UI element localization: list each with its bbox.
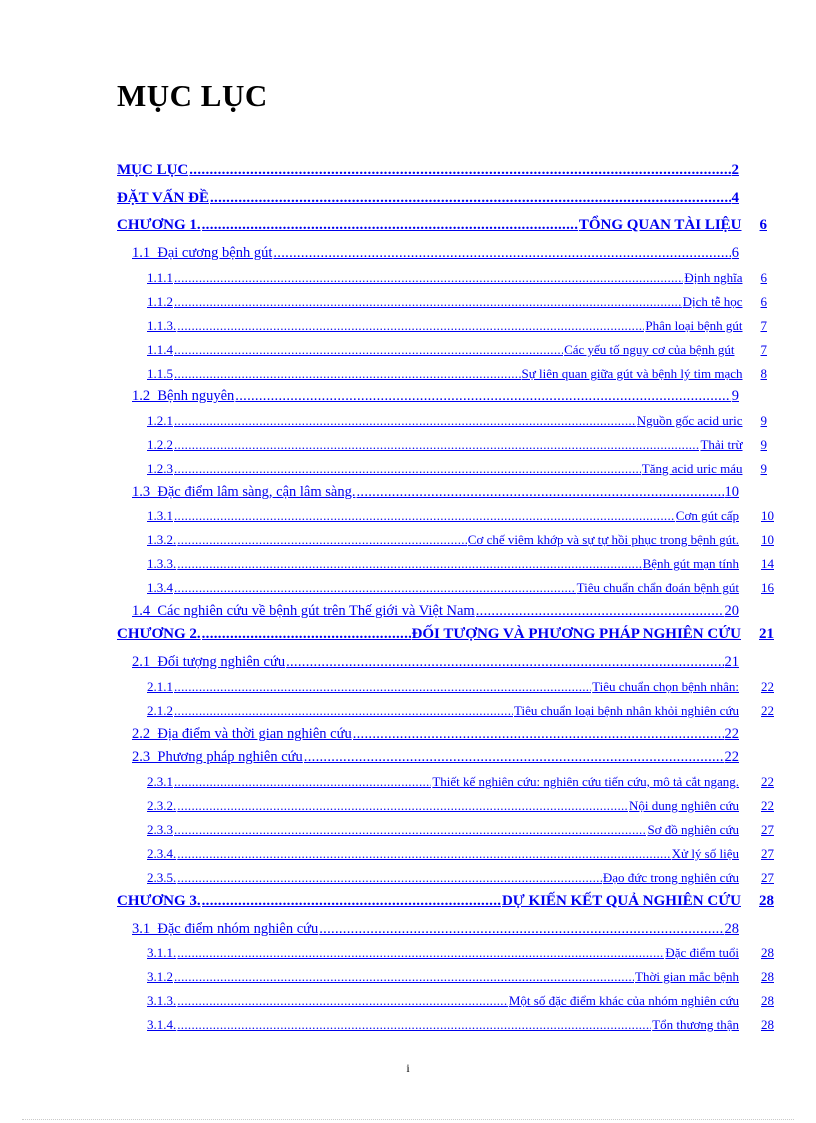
toc-entry-number: 3.1.3. <box>147 993 177 1008</box>
toc-entry-page: 9 <box>760 437 767 452</box>
toc-entry-page: 9 <box>731 388 739 404</box>
toc-entry-label: DỰ KIẾN KẾT QUẢ NGHIÊN CỨU <box>501 893 741 909</box>
toc-entry-number: 2.3.1 <box>147 774 173 789</box>
toc-entry-page: 21 <box>759 626 774 642</box>
toc-entry-label: Đạo đức trong nghiên cứu <box>602 870 739 885</box>
toc-entry-page: 22 <box>724 726 739 742</box>
toc-entry[interactable] <box>147 294 767 310</box>
toc-entry-title: 1.2 Bệnh nguyên <box>132 388 235 404</box>
toc-entry[interactable] <box>117 190 739 207</box>
toc-entry-label: Thải trừ <box>700 437 743 452</box>
toc-entry-page: 27 <box>761 846 774 861</box>
toc-entry[interactable] <box>132 654 739 671</box>
toc-entry-number: 1.3.3. <box>147 556 177 571</box>
toc-entry[interactable] <box>147 366 767 382</box>
toc-entry[interactable] <box>147 798 774 814</box>
toc-entry-page: 2 <box>731 162 739 178</box>
toc-entry-number: 2.1.1 <box>147 679 173 694</box>
toc-entry-title: 3.1 Đặc điểm nhóm nghiên cứu <box>132 921 319 937</box>
toc-entry-page: 28 <box>724 921 739 937</box>
toc-entry-number: 2.3.4. <box>147 846 177 861</box>
toc-entry[interactable] <box>132 921 739 938</box>
toc-entry-number: 1.1.2 <box>147 294 173 309</box>
toc-entry-number: 1.1.1 <box>147 270 173 285</box>
toc-entry-number: 3.1.2 <box>147 969 173 984</box>
toc-entry-number: 1.3.2. <box>147 532 177 547</box>
toc-entry-number: 1.3.4 <box>147 580 173 595</box>
toc-entry[interactable] <box>132 245 739 262</box>
toc-entry-label: Phân loại bệnh gút <box>645 318 743 333</box>
toc-entry[interactable] <box>132 726 739 743</box>
toc-entry[interactable] <box>132 388 739 405</box>
toc-entry-page: 6 <box>760 294 767 309</box>
toc-entry-label: Dịch tễ học <box>682 294 743 309</box>
toc-entry[interactable] <box>117 162 739 179</box>
toc-entry-label: Sơ đồ nghiên cứu <box>647 822 739 837</box>
toc-entry[interactable] <box>147 580 774 596</box>
toc-entry[interactable] <box>147 846 774 862</box>
toc-entry-title: 2.2 Địa điểm và thời gian nghiên cứu <box>132 726 352 742</box>
toc-entry[interactable] <box>147 532 774 548</box>
toc-entry-page: 28 <box>761 945 774 960</box>
toc-entry[interactable] <box>147 822 774 838</box>
toc-entry-label: Nội dung nghiên cứu <box>629 798 739 813</box>
toc-entry-label: Tiêu chuẩn chẩn đoán bệnh gút <box>576 580 739 595</box>
toc-entry-page: 16 <box>761 580 774 595</box>
toc-entry-title: MỤC LỤC <box>117 162 189 178</box>
toc-entry-title: 2.3 Phương pháp nghiên cứu <box>132 749 303 765</box>
toc-entry-label: Sự liên quan giữa gút và bệnh lý tim mạch <box>521 366 743 381</box>
toc-entry-number: 1.1.4 <box>147 342 173 357</box>
page-divider <box>22 1119 794 1120</box>
toc-entry-page: 14 <box>761 556 774 571</box>
toc-entry-title: 1.4 Các nghiên cứu về bệnh gút trên Thế giới và Việt Nam <box>132 603 475 619</box>
toc-entry-page: 10 <box>761 532 774 547</box>
toc-entry[interactable] <box>147 270 767 286</box>
toc-entry-label: Cơ chế viêm khớp và sự tự hồi phục trong bệnh gút. <box>467 532 739 547</box>
toc-entry-number: 1.1.5 <box>147 366 173 381</box>
toc-entry[interactable] <box>117 217 767 234</box>
toc-entry-page: 28 <box>761 993 774 1008</box>
toc-entry-page: 4 <box>731 190 739 206</box>
toc-entry-page: 21 <box>724 654 739 670</box>
toc-entry-number: 1.3.1 <box>147 508 173 523</box>
toc-entry-number: 1.2.1 <box>147 413 173 428</box>
toc-entry[interactable] <box>132 484 739 501</box>
toc-entry-number: CHƯƠNG 1. <box>117 217 201 233</box>
toc-entry-label: Cơn gút cấp <box>675 508 739 523</box>
toc-entry[interactable] <box>147 461 767 477</box>
toc-entry-number: CHƯƠNG 3. <box>117 893 201 909</box>
toc-entry[interactable] <box>147 945 774 961</box>
toc-entry-number: 2.1.2 <box>147 703 173 718</box>
toc-entry-label: Một số đặc điểm khác của nhóm nghiên cứu <box>508 993 739 1008</box>
toc-entry-page: 22 <box>724 749 739 765</box>
toc-entry-page: 28 <box>759 893 774 909</box>
page-number: i <box>406 1061 410 1075</box>
toc-entry-label: Thời gian mắc bệnh <box>635 969 739 984</box>
toc-entry-page: 22 <box>761 679 774 694</box>
toc-entry-page: 9 <box>760 461 767 476</box>
toc-entry-label: Nguồn gốc acid uric <box>636 413 743 428</box>
toc-entry-page: 8 <box>760 366 767 381</box>
toc-entry-page: 10 <box>761 508 774 523</box>
toc-entry-page: 6 <box>731 245 739 261</box>
toc-entry-number: 2.3.5. <box>147 870 177 885</box>
toc-entry-label: Các yếu tố nguy cơ của bệnh gút <box>564 342 735 357</box>
toc-entry[interactable] <box>147 437 767 453</box>
toc-entry[interactable] <box>147 413 767 429</box>
toc-entry-page: 7 <box>760 342 767 357</box>
toc-entry-page: 6 <box>759 217 767 233</box>
toc-entry[interactable] <box>147 556 774 572</box>
toc-entry-number: CHƯƠNG 2. <box>117 626 201 642</box>
toc-entry[interactable] <box>147 679 774 695</box>
toc-entry-page: 27 <box>761 822 774 837</box>
toc-entry[interactable] <box>117 893 774 910</box>
toc-entry-label: Thiết kế nghiên cứu: nghiên cứu tiến cứu, mô tả cắt ngang. <box>432 774 739 789</box>
toc-entry[interactable] <box>147 870 774 886</box>
toc-entry-label: Đặc điểm tuổi <box>665 945 739 960</box>
page-title: MỤC LỤC <box>117 78 268 113</box>
toc-entry[interactable] <box>132 603 739 620</box>
toc-entry-title: ĐẶT VẤN ĐỀ <box>117 190 209 206</box>
toc-entry-label: Tiêu chuẩn loại bệnh nhân khỏi nghiên cứu <box>514 703 739 718</box>
toc-entry-page: 27 <box>761 870 774 885</box>
toc-entry-page: 9 <box>760 413 767 428</box>
toc-entry[interactable] <box>132 749 739 766</box>
toc-entry-page: 22 <box>761 798 774 813</box>
toc-entry-label: Bệnh gút mạn tính <box>642 556 739 571</box>
toc-entry[interactable] <box>147 508 774 524</box>
toc-entry-page: 22 <box>761 774 774 789</box>
toc-entry-title: 1.3 Đặc điểm lâm sàng, cận lâm sàng. <box>132 484 356 500</box>
toc-entry[interactable] <box>147 703 774 719</box>
toc-entry-number: 1.1.3. <box>147 318 177 333</box>
toc-entry-label: ĐỐI TƯỢNG VÀ PHƯƠNG PHÁP NGHIÊN CỨU <box>411 626 741 642</box>
toc-entry[interactable] <box>147 318 767 334</box>
toc-entry[interactable] <box>147 993 774 1009</box>
toc-entry[interactable] <box>147 342 767 358</box>
toc-entry[interactable] <box>147 1017 774 1033</box>
toc-entry-page: 10 <box>724 484 739 500</box>
toc-entry-number: 2.3.2. <box>147 798 177 813</box>
toc-entry-number: 1.2.2 <box>147 437 173 452</box>
toc-entry-page: 22 <box>761 703 774 718</box>
toc-entry-label: Tiêu chuẩn chọn bệnh nhân: <box>592 679 739 694</box>
toc-entry[interactable] <box>147 969 774 985</box>
toc-entry-number: 1.2.3 <box>147 461 173 476</box>
toc-entry-label: TỔNG QUAN TÀI LIỆU <box>578 217 742 233</box>
toc-entry-page: 28 <box>761 1017 774 1032</box>
toc-entry-page: 28 <box>761 969 774 984</box>
toc-entry-label: Tăng acid uric máu <box>641 461 743 476</box>
toc-entry[interactable] <box>117 626 774 643</box>
toc-entry-title: 1.1 Đại cương bệnh gút <box>132 245 273 261</box>
toc-entry-page: 6 <box>760 270 767 285</box>
toc-entry-page: 20 <box>724 603 739 619</box>
toc-entry-label: Xử lý số liệu <box>671 846 739 861</box>
toc-entry-page: 7 <box>760 318 767 333</box>
toc-entry-number: 3.1.1. <box>147 945 177 960</box>
toc-entry-label: Định nghĩa <box>684 270 743 285</box>
toc-entry-label: Tổn thương thận <box>652 1017 739 1032</box>
toc-entry-number: 3.1.4. <box>147 1017 177 1032</box>
toc-entry[interactable] <box>147 774 774 790</box>
toc-entry-title: 2.1 Đối tượng nghiên cứu <box>132 654 286 670</box>
toc-entry-number: 2.3.3 <box>147 822 173 837</box>
